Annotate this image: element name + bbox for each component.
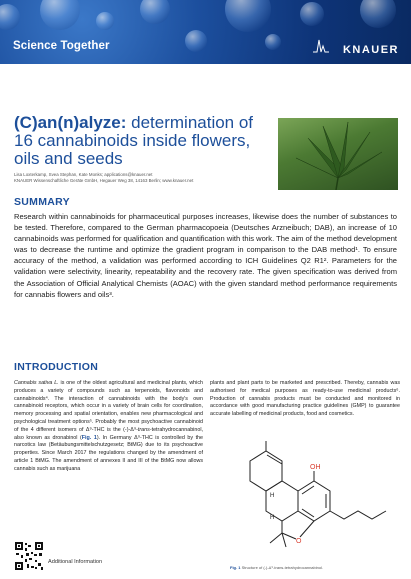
hydrogen-label-2: H xyxy=(270,515,275,521)
oh-label: OH xyxy=(310,464,321,471)
decorative-bubble xyxy=(225,0,271,32)
qr-code-icon[interactable] xyxy=(14,541,44,571)
species-name: Cannabis sativa L. xyxy=(14,380,59,386)
decorative-bubble xyxy=(140,0,170,24)
logo-text: KNAUER xyxy=(342,44,399,56)
decorative-bubble xyxy=(40,0,80,30)
decorative-bubble xyxy=(96,12,114,30)
brand-tagline: Science Together xyxy=(13,40,110,52)
intro-text-b: -tetrahydrocannabinol, also known as dronabinol ( xyxy=(14,426,203,441)
author-names: Lisa Loxterkamp, Svea Stephan, Kate Monks; applications@knauer.net xyxy=(14,172,153,177)
intro-text-a: is one of the oldest agricultural and medicinal plants, which produces a variety of compounds such as terpenoids, flavonoids and cannabinoids⁴. The interaction of cannabinoids with the body's own cannabinoid receptors, which occur in a variety of brain cells for coordination, memory processing and spatial orientation, enables new pharmacological and psychological treatment options⁵. Probably the most psychoactive cannabinoid of the 4 different isomers of Δ⁹-THC is the (-)-Δ⁹- xyxy=(14,380,203,433)
page-title xyxy=(14,114,269,168)
thc-structure-diagram xyxy=(230,439,390,563)
title-rest: determination of 16 cannabinoids inside flowers, oils and seeds xyxy=(14,113,254,168)
decorative-bubble xyxy=(0,4,20,30)
intro-text-c: ). In Germany Δ⁹-THC is controlled by the narcotics law (Betäubungsmittelschutzgesetz; BtMG) due to its psychoactive properties. Since March 2017 the regulations changed by the amendment of article 1 BtMG. The amendment of annexes II and III of the BtMG now allows cannabis such as marijuana xyxy=(14,434,203,472)
intro-column-left xyxy=(14,380,203,474)
summary-text: Research within cannabinoids for pharmaceutical purposes increases, likewise does the number of substances to be tested. Therefore, compared to the German pharmacopoeia (Deutsches Arzneibuch; DAB), an increase of 10 cannabinoids was performed for qualification and quantification with this work. The aim of the method development was to decrease the runtime and optimize the gradient program in comparison to the DAB method¹. To ensure accuracy of the method, a validation was performed according to ICH Guidelines Q2 R1². Parameters for the validation were selectivity, linearity, repeatability and the recovery rate. The given specification was derived from the Association of Official Analytical Chemists (AOAC) with the given standard method performance requirements for cannabis flowers and oils³. xyxy=(14,212,397,299)
author-block xyxy=(14,172,284,184)
figure-caption xyxy=(230,565,323,570)
intro-column-right: plants and plant parts to be marketed and prescribed. Thereby, cannabis was authorised for medical purposes as ready-to-use medicinal products⁶. Production of cannabis products must be conducted and monitored in accordance with good manufacturing practice guidelines (GMP) to guarantee accurate labelling of medicinal products, food and cosmetics. xyxy=(210,380,400,418)
summary-heading: SUMMARY xyxy=(14,196,70,208)
header-banner xyxy=(0,0,411,64)
introduction-heading: INTRODUCTION xyxy=(14,361,99,373)
oxygen-label: O xyxy=(296,538,302,545)
trans-italic: trans xyxy=(137,426,150,433)
additional-information-link[interactable]: Additional Information xyxy=(48,559,103,565)
cannabis-leaf-photo xyxy=(278,118,398,190)
title-bold: (C)an(n)alyze: xyxy=(14,113,127,132)
figure-label: Fig. 1 xyxy=(230,565,241,570)
cannabis-leaf-icon xyxy=(278,118,398,190)
hydrogen-label-1: H xyxy=(270,493,275,499)
author-affiliation: KNAUER Wissenschaftliche Geräte GmbH, Hegauer Weg 38, 14163 Berlin; www.knauer.net xyxy=(14,178,194,183)
decorative-bubble xyxy=(185,30,207,52)
figure-caption-text: Structure of (-)-Δ⁹-trans-tetrahydrocannabinol. xyxy=(240,565,324,570)
decorative-bubble xyxy=(265,34,281,50)
decorative-bubble xyxy=(360,0,396,28)
decorative-bubble xyxy=(300,2,324,26)
figure-reference-link[interactable]: Fig. 1 xyxy=(81,434,97,441)
